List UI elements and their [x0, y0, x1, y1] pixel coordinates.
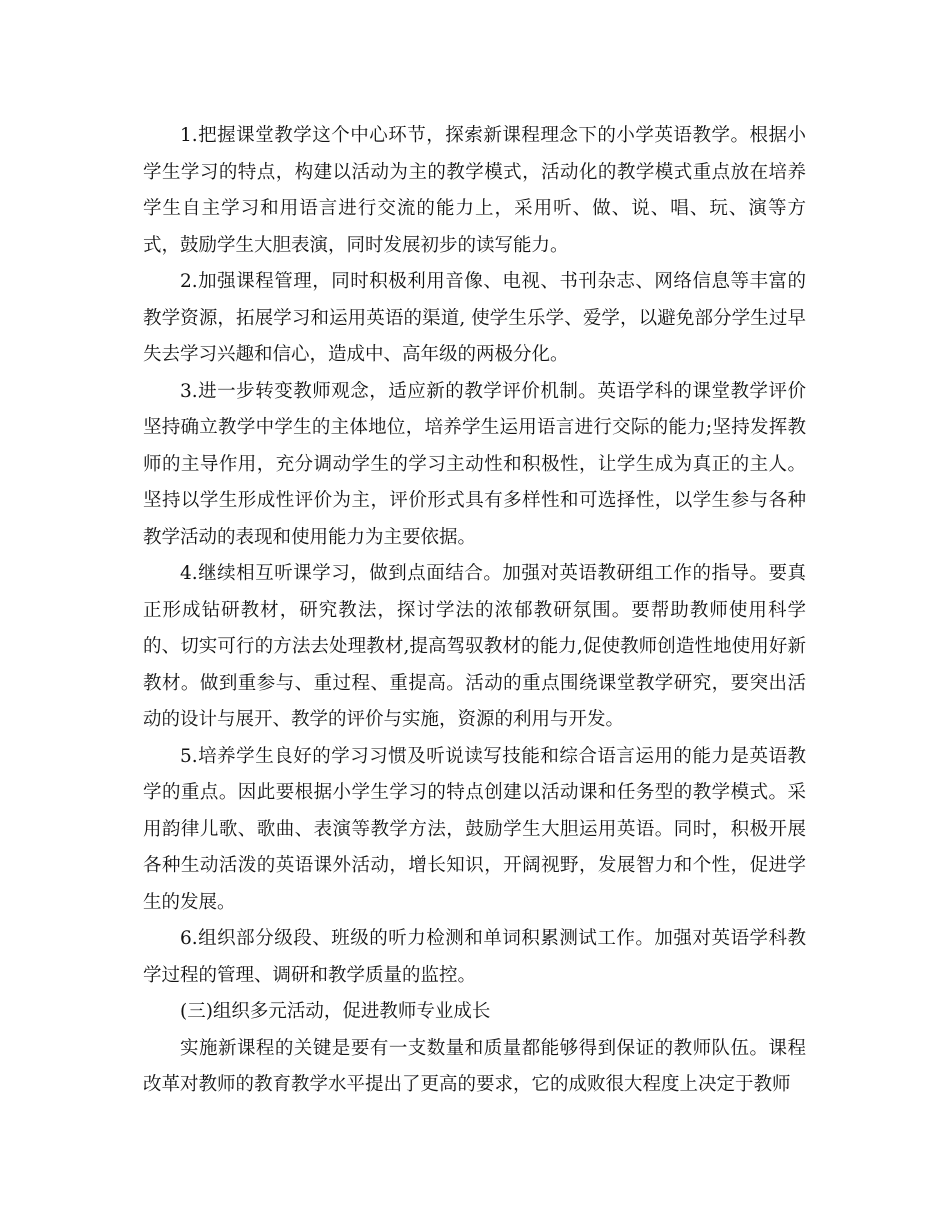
document-body [143, 118, 806, 1104]
paragraph-7: 实施新课程的关键是要有一支数量和质量都能够得到保证的教师队伍。课程改革对教师的教育教学水平提出了更高的要求，它的成败很大程度上决定于教师 [143, 1037, 806, 1095]
paragraph-1: 1.把握课堂教学这个中心环节，探索新课程理念下的小学英语教学。根据小学生学习的特点，构建以活动为主的教学模式，活动化的教学模式重点放在培养学生自主学习和用语言进行交流的能力上，采用听、做、说、唱、玩、演等方式，鼓励学生大胆表演，同时发展初步的读写能力。 [143, 125, 806, 256]
paragraph-6: 6.组织部分级段、班级的听力检测和单词积累测试工作。加强对英语学科教学过程的管理、调研和教学质量的监控。 [143, 928, 806, 986]
paragraph-4: 4.继续相互听课学习，做到点面结合。加强对英语教研组工作的指导。要真正形成钻研教材，研究教法，探讨学法的浓郁教研氛围。要帮助教师使用科学的、切实可行的方法去处理教材,提高驾驭教材的能力,促使教师创造性地使用好新教材。做到重参与、重过程、重提高。活动的重点围绕课堂教学研究，要突出活动的设计与展开、教学的评价与实施，资源的利用与开发。 [143, 563, 806, 730]
section-heading: (三)组织多元活动，促进教师专业成长 [180, 1001, 491, 1022]
paragraph-3: 3.进一步转变教师观念，适应新的教学评价机制。英语学科的课堂教学评价坚持确立教学中学生的主体地位，培养学生运用语言进行交际的能力;坚持发挥教师的主导作用，充分调动学生的学习主动性和积极性，让学生成为真正的主人。坚持以学生形成性评价为主，评价形式具有多样性和可选择性，以学生参与各种教学活动的表现和使用能力为主要依据。 [143, 380, 806, 548]
paragraph-5: 5.培养学生良好的学习习惯及听说读写技能和综合语言运用的能力是英语教学的重点。因此要根据小学生学习的特点创建以活动课和任务型的教学模式。采用韵律儿歌、歌曲、表演等教学方法，鼓励学生大胆运用英语。同时，积极开展各种生动活泼的英语课外活动，增长知识，开阔视野，发展智力和个性，促进学生的发展。 [143, 745, 806, 913]
paragraph-2: 2.加强课程管理，同时积极利用音像、电视、书刊杂志、网络信息等丰富的教学资源，拓展学习和运用英语的渠道, 使学生乐学、爱学，以避免部分学生过早失去学习兴趣和信心，造成中、高年级的两极分化。 [143, 271, 806, 365]
